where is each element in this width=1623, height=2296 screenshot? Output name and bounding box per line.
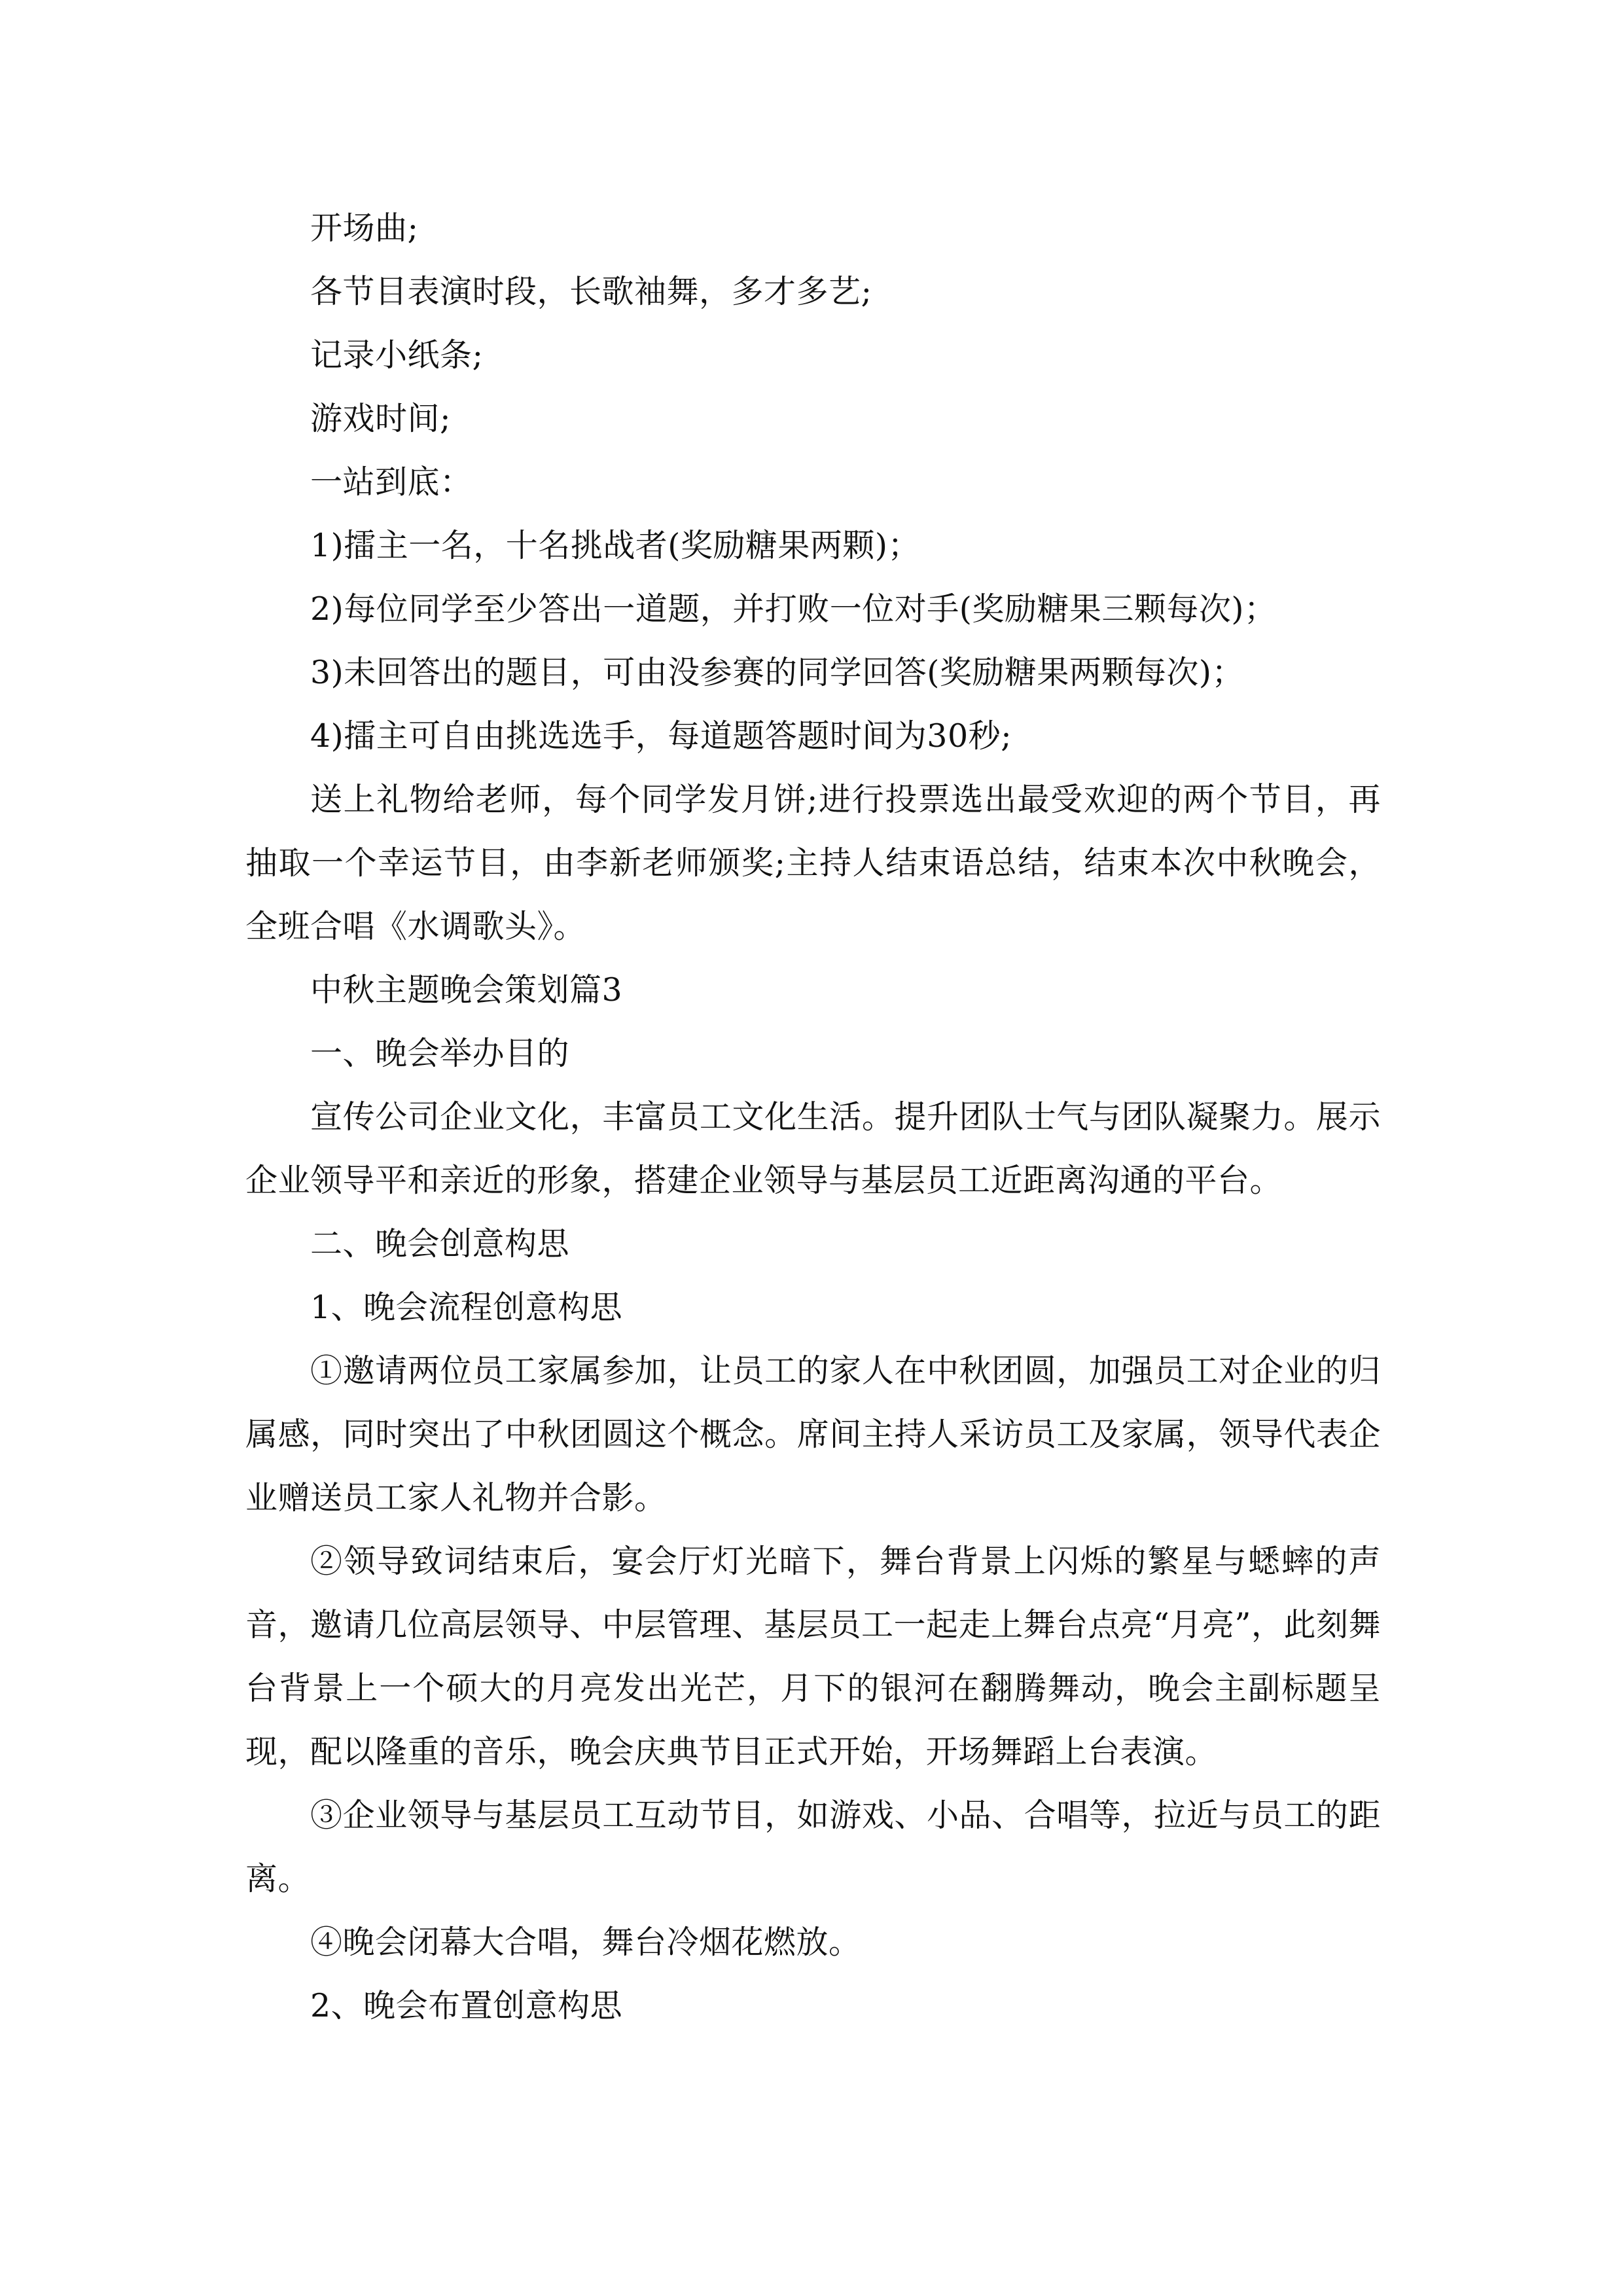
paragraph-game-time: 游戏时间; [310,400,452,437]
list-item-rule-4: 4)擂主可自由挑选选手，每道题答题时间为30秒; [310,717,1012,755]
list-item-rule-3: 3)未回答出的题目，可由没参赛的同学回答(奖励糖果两颗每次)； [310,654,1245,691]
list-item-rule-2: 2)每位同学至少答出一道题，并打败一位对手(奖励糖果三颗每次)； [310,590,1277,628]
subheading-process-concept: 1、晚会流程创意构思 [310,1289,623,1326]
paragraph-concept-3: ③企业领导与基层员工互动节目，如游戏、小品、合唱等，拉近与员工的距离。 [245,1797,1381,1897]
document-body [245,196,1381,2037]
paragraph-performances: 各节目表演时段，长歌袖舞，多才多艺; [310,273,872,310]
list-item-rule-1: 1)擂主一名，十名挑战者(奖励糖果两颗)； [310,527,921,564]
heading-purpose: 一、晚会举办目的 [310,1035,570,1072]
paragraph-closing: 送上礼物给老师，每个同学发月饼;进行投票选出最受欢迎的两个节目，再抽取一个幸运节目，由李新老师颁奖;主持人结束语总结，结束本次中秋晚会，全班合唱《水调歌头》。 [245,781,1381,945]
heading-creative-concept: 二、晚会创意构思 [310,1225,570,1263]
paragraph-opening-song: 开场曲; [310,209,419,247]
subheading-layout-concept: 2、晚会布置创意构思 [310,1987,623,2024]
paragraph-last-standing: 一站到底： [310,463,473,501]
paragraph-concept-2: ②领导致词结束后，宴会厅灯光暗下，舞台背景上闪烁的繁星与蟋蟀的声音，邀请几位高层领导、中层管理、基层员工一起走上舞台点亮“月亮”，此刻舞台背景上一个硕大的月亮发出光芒，月下的银河在翻腾舞动，晚会主副标题呈现，配以隆重的音乐，晚会庆典节目正式开始，开场舞蹈上台表演。 [245,1543,1381,1770]
paragraph-notes: 记录小纸条; [310,336,484,374]
paragraph-concept-1: ①邀请两位员工家属参加，让员工的家人在中秋团圆，加强员工对企业的归属感，同时突出了中秋团圆这个概念。席间主持人采访员工及家属，领导代表企业赠送员工家人礼物并合影。 [245,1352,1381,1516]
paragraph-concept-4: ④晚会闭幕大合唱，舞台冷烟花燃放。 [310,1924,861,1961]
section-title-plan-3: 中秋主题晚会策划篇3 [310,971,623,1009]
paragraph-purpose: 宣传公司企业文化，丰富员工文化生活。提升团队士气与团队凝聚力。展示企业领导平和亲近的形象，搭建企业领导与基层员工近距离沟通的平台。 [245,1098,1381,1199]
